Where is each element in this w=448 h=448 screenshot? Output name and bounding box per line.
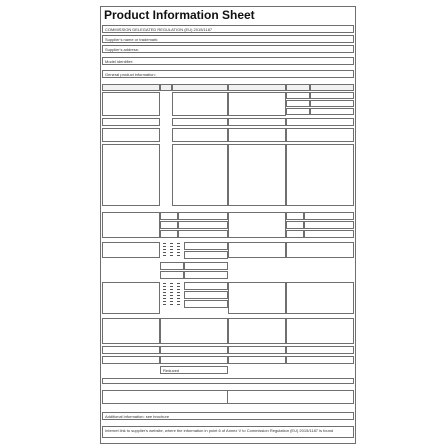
row-h-vertical-labels-3: [177, 283, 180, 305]
row-g-cell-1: [160, 262, 184, 270]
row-e-sym-2: [160, 221, 178, 229]
regulation-row: [102, 25, 354, 33]
row-f-vertical-labels: [163, 243, 166, 258]
row-f-val-1: [184, 242, 228, 250]
general-product-info-label: General product information:: [105, 72, 156, 77]
header-symbol: [160, 84, 172, 91]
row-a-sym-2: [286, 100, 310, 107]
header-symbol-2: [286, 84, 310, 91]
row-a-left-value: [172, 92, 228, 116]
emission-row: [102, 378, 354, 384]
row-h-right-value: [286, 282, 354, 314]
header-item-2: [228, 84, 286, 91]
row-d-right-label: [228, 144, 286, 206]
row-g-cell-3: [160, 271, 184, 279]
row-j-left-label: [102, 346, 160, 354]
row-i-left-label: [102, 318, 160, 344]
row-e-val-3: [178, 230, 228, 238]
supplier-address-row: [102, 45, 354, 53]
row-c-right-label: [228, 128, 286, 142]
row-b-right-label: [228, 118, 286, 126]
row-f-left-label: [102, 242, 160, 258]
row-i-right-label: [228, 318, 286, 344]
supplier-address-label: Supplier's address:: [105, 47, 139, 52]
internet-link-text: Internet link to supplier's website, where the information in point 6 of Annex V to Commission Regulation (EU) 2015/1187 is found: [105, 428, 334, 433]
row-g-cell-2: [184, 262, 228, 270]
row-f-right-value: [286, 242, 354, 258]
regulation-reference: COMMISSION DELEGATED REGULATION (EU) 2015/1187: [105, 27, 213, 32]
row-j-right-value: [286, 346, 354, 354]
header-value: [172, 84, 228, 91]
row-e-val-2: [178, 221, 228, 229]
row-h-vertical-labels-2: [170, 283, 173, 305]
row-d-left-value: [172, 144, 228, 206]
internet-link-row: [102, 426, 354, 438]
row-k-left-label: [102, 356, 160, 364]
row-b-left-value: [172, 118, 228, 126]
row-b-right-value: [286, 118, 354, 126]
model-identifier-label: Model identifier:: [105, 59, 134, 64]
row-e-val-1: [178, 212, 228, 220]
general-info-row: [102, 70, 354, 78]
row-c-left-label: [102, 128, 160, 142]
row-h-val-2: [184, 291, 228, 299]
row-e-sym-1: [160, 212, 178, 220]
row-k-left-value: [160, 356, 228, 364]
row-e-right-sym-2: [286, 221, 304, 229]
additional-info-text: Additional information: see brochure: [105, 414, 170, 419]
additional-info-row: [102, 412, 354, 420]
row-a-sym-3: [286, 108, 310, 115]
row-e-right-sym-1: [286, 212, 304, 220]
row-e-sym-3: [160, 230, 178, 238]
supplier-name-row: [102, 35, 354, 43]
row-c-left-value: [172, 128, 228, 142]
row-e-right-sym-3: [286, 230, 304, 238]
row-a-right-label: [228, 92, 286, 116]
row-f-val-2: [184, 251, 228, 259]
row-e-left-label: [102, 212, 160, 238]
row-d-right-value: [286, 144, 354, 206]
row-b-left-label: [102, 118, 160, 126]
row-a-val-2: [310, 100, 354, 107]
row-f-vertical-labels-3: [177, 243, 180, 258]
row-a-val-1: [310, 92, 354, 99]
row-a-sym-1: [286, 92, 310, 99]
header-item: [102, 84, 160, 91]
row-j-right-label: [228, 346, 286, 354]
row-i-right-value: [286, 318, 354, 344]
model-identifier-row: [102, 57, 354, 65]
row-k-right-label: [228, 356, 286, 364]
row-j-left-value: [160, 346, 228, 354]
reduced-label: Reduced: [163, 368, 180, 373]
row-h-val-3: [184, 300, 228, 308]
row-e-right-label: [228, 212, 286, 238]
row-a-val-3: [310, 108, 354, 115]
row-k-right-value: [286, 356, 354, 364]
specific-precautions-label: [102, 390, 228, 404]
row-g-cell-4: [184, 271, 228, 279]
reduced-cell: [160, 366, 228, 374]
row-c-right-value: [286, 128, 354, 142]
row-f-vertical-labels-2: [170, 243, 173, 258]
row-d-left-label: [102, 144, 160, 206]
row-e-right-val-3: [304, 230, 354, 238]
row-i-left-value: [160, 318, 228, 344]
row-h-left-label: [102, 282, 160, 314]
header-value-2: [310, 84, 354, 91]
supplier-name-label: Supplier's name or trademark:: [105, 37, 159, 42]
row-a-left-label: [102, 92, 160, 116]
sheet-title: Product Information Sheet: [104, 8, 255, 22]
row-e-right-val-1: [304, 212, 354, 220]
row-h-vertical-labels: [163, 283, 166, 305]
row-h-right-label: [228, 282, 286, 314]
row-e-right-val-2: [304, 221, 354, 229]
row-f-right-label: [228, 242, 286, 258]
row-h-val-1: [184, 282, 228, 290]
